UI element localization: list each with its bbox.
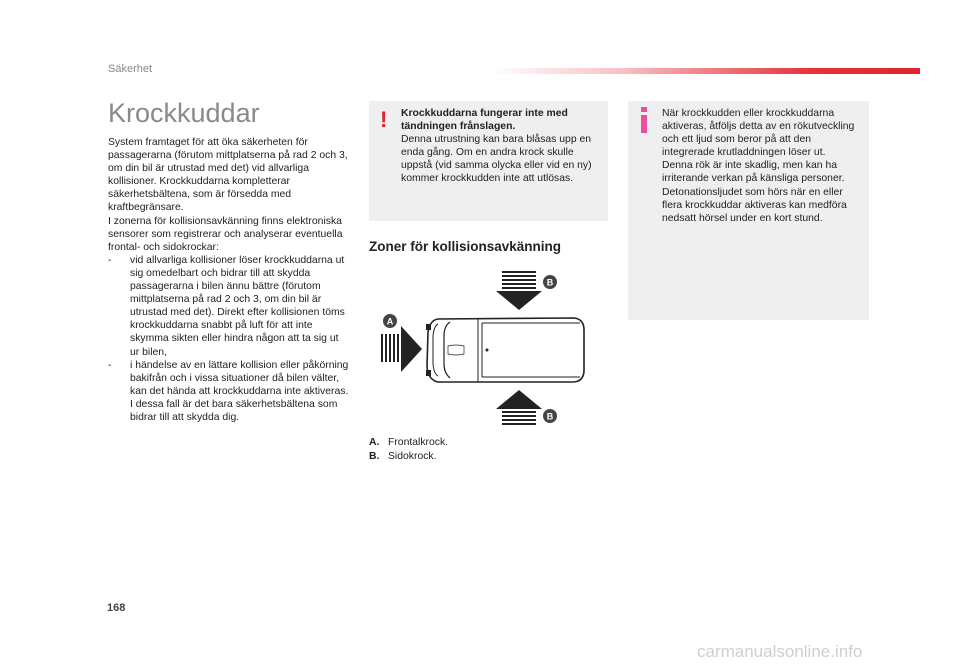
page-number: 168 (107, 602, 126, 614)
watermark: carmanualsonline.info (697, 642, 863, 661)
label-a (383, 314, 397, 328)
info-paragraph: Denna rök är inte skadlig, men kan ha irriterande verkan på känsliga personer. (662, 160, 845, 185)
warning-body: Denna utrustning kan bara blåsas upp en enda gång. Om en andra krock skulle uppstå (vid samma olycka eller vid en ny) kommer krockkudden inte att utlösas. (401, 134, 592, 185)
info-box (628, 101, 869, 320)
legend-text: Frontalkrock. (388, 437, 449, 448)
section-label: Säkerhet (108, 63, 153, 75)
label-b-bottom (543, 409, 557, 423)
legend-row (369, 436, 448, 450)
zones-paragraph: I zonerna för kollisionsavkänning finns elektroniska sensorer som registrerar och analyserar eventuella frontal- och sidokrockar: (108, 215, 343, 253)
label-a-text: A (386, 316, 394, 327)
side-impact-arrow-top (496, 272, 542, 310)
page-title: Krockkuddar (108, 98, 260, 128)
warning-bold: Krockkuddarna fungerar inte med tändningen frånslagen. (401, 108, 568, 133)
bullet-item (108, 254, 350, 359)
warning-icon: ! (380, 107, 388, 132)
van-top-view (426, 318, 584, 382)
info-icon (640, 107, 648, 133)
bullet-text: i händelse av en lättare kollision eller påkörning bakifrån och i vissa situationer då bilen välter, kan det hända att krockkuddarna inte aktiveras. I dessa fall är det bara säkerhetsbältena som bidrar till att skydda dig. (130, 359, 349, 423)
legend-row (369, 450, 448, 464)
header-accent-bar (490, 68, 920, 74)
warning-box (369, 101, 608, 221)
info-paragraph: När krockkudden eller krockkuddarna aktiveras, åtföljs detta av en rökutveckling och ett ljud som beror på att den integrerade krutladdningen löser ut. (662, 108, 855, 159)
legend-text: Sidokrock. (388, 450, 437, 462)
frontal-impact-arrow (382, 326, 422, 372)
bullet-item (108, 359, 350, 424)
bullet-dash: - (108, 359, 112, 371)
legend-key: B. (369, 450, 380, 462)
info-paragraph: Detonationsljudet som hörs när en eller flera krockkuddar aktiveras kan medföra nedsatt hörsel under en kort stund. (662, 186, 847, 224)
zones-heading: Zoner för kollisionsavkänning (369, 239, 562, 254)
legend-key: A. (369, 437, 380, 448)
collision-zones-diagram (378, 266, 592, 428)
intro-paragraph: System framtaget för att öka säkerheten för passagerarna (förutom mittplatserna på rad 2 och 3, om din bil är utrustad med det) vid allvarliga kollisioner. Krockkuddarna kompletterar säkerhetsbältena, som är försedda med kraftbegränsare. (108, 137, 348, 214)
body-text (108, 136, 350, 424)
warning-text (401, 107, 601, 186)
info-text (662, 107, 864, 225)
bullet-dash: - (108, 254, 112, 266)
diagram-legend (369, 436, 448, 463)
label-b-bottom-text: B (546, 411, 554, 422)
bullet-text: vid allvarliga kollisioner löser krockkuddarna ut sig omedelbart och bidrar till att skydda passagerarna i bilen ännu bättre (förutom mittplatserna på rad 2 och 3, om din bil är utrustad med det). Direkt efter kollisionen töms krockkuddarna snabbt på luft för att inte skymma sikten eller hindra någon att ta sig ut ur bilen, (130, 254, 345, 358)
side-impact-arrow-bottom (496, 390, 542, 424)
label-b-top (543, 275, 557, 289)
label-b-top-text: B (546, 277, 554, 288)
